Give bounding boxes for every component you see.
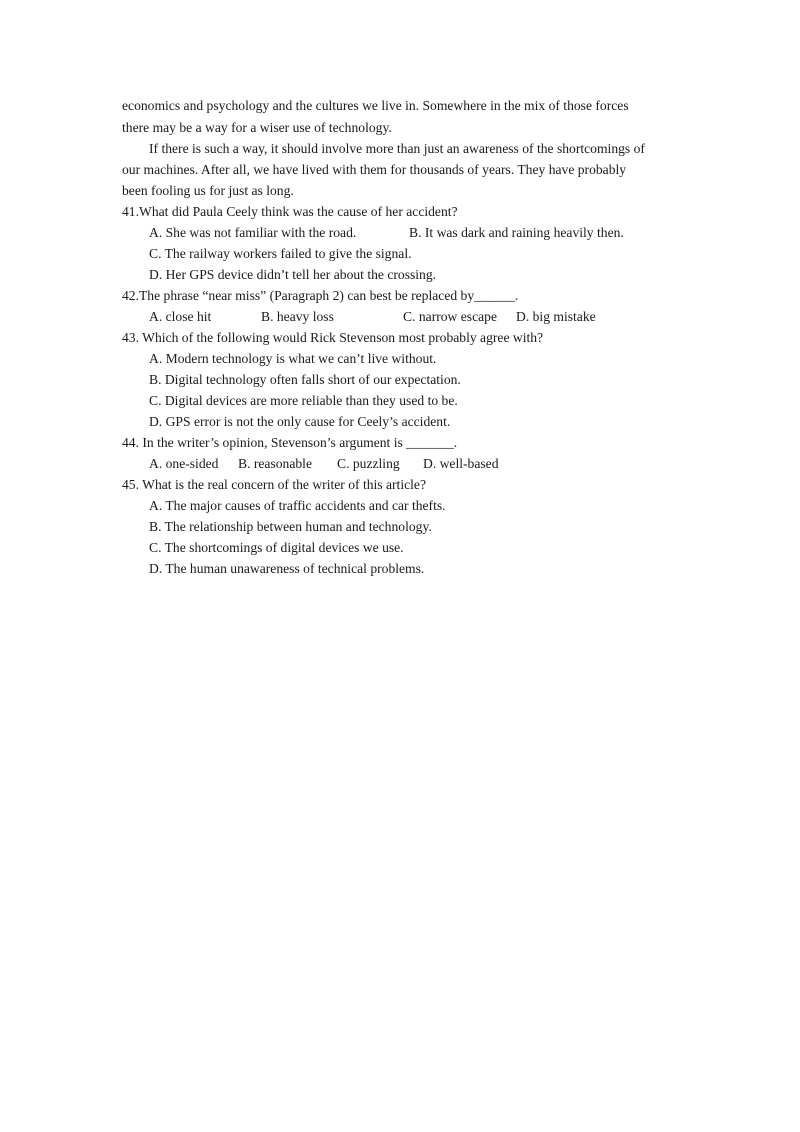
passage-line: been fooling us for just as long. [122,183,294,198]
option-d: D. big mistake [516,309,596,324]
question-stem: 45. What is the real concern of the writer of this article? [122,477,426,492]
option-d: D. The human unawareness of technical problems. [149,561,425,576]
option-b: B. reasonable [238,456,312,471]
option-d: D. Her GPS device didn’t tell her about the crossing. [149,267,437,282]
option-a: A. She was not familiar with the road. [149,225,357,240]
option-b: B. heavy loss [261,309,334,324]
option-a: A. close hit [149,309,212,324]
option-b: B. Digital technology often falls short of our expectation. [149,372,461,387]
question-stem: 44. In the writer’s opinion, Stevenson’s argument is _______. [122,435,458,450]
option-a: A. The major causes of traffic accidents and car thefts. [149,498,446,513]
passage-line: economics and psychology and the cultures we live in. Somewhere in the mix of those forces [122,98,629,113]
option-c: C. narrow escape [403,309,497,324]
option-c: C. puzzling [337,456,400,471]
question-stem: 43. Which of the following would Rick Stevenson most probably agree with? [122,330,544,345]
question-stem: 42.The phrase “near miss” (Paragraph 2) can best be replaced by______. [122,288,519,303]
option-c: C. The railway workers failed to give the signal. [149,246,412,261]
option-d: D. well-based [423,456,499,471]
passage-line: our machines. After all, we have lived with them for thousands of years. They have probably [122,162,627,177]
option-a: A. Modern technology is what we can’t live without. [149,351,437,366]
passage-line: there may be a way for a wiser use of technology. [122,120,392,135]
option-c: C. The shortcomings of digital devices we use. [149,540,404,555]
passage-line: If there is such a way, it should involve more than just an awareness of the shortcomings of [149,141,645,156]
option-c: C. Digital devices are more reliable than they used to be. [149,393,458,408]
option-a: A. one-sided [149,456,219,471]
question-stem: 41.What did Paula Ceely think was the cause of her accident? [122,204,458,219]
option-d: D. GPS error is not the only cause for Ceely’s accident. [149,414,451,429]
option-b: B. The relationship between human and technology. [149,519,432,534]
option-b: B. It was dark and raining heavily then. [409,225,624,240]
